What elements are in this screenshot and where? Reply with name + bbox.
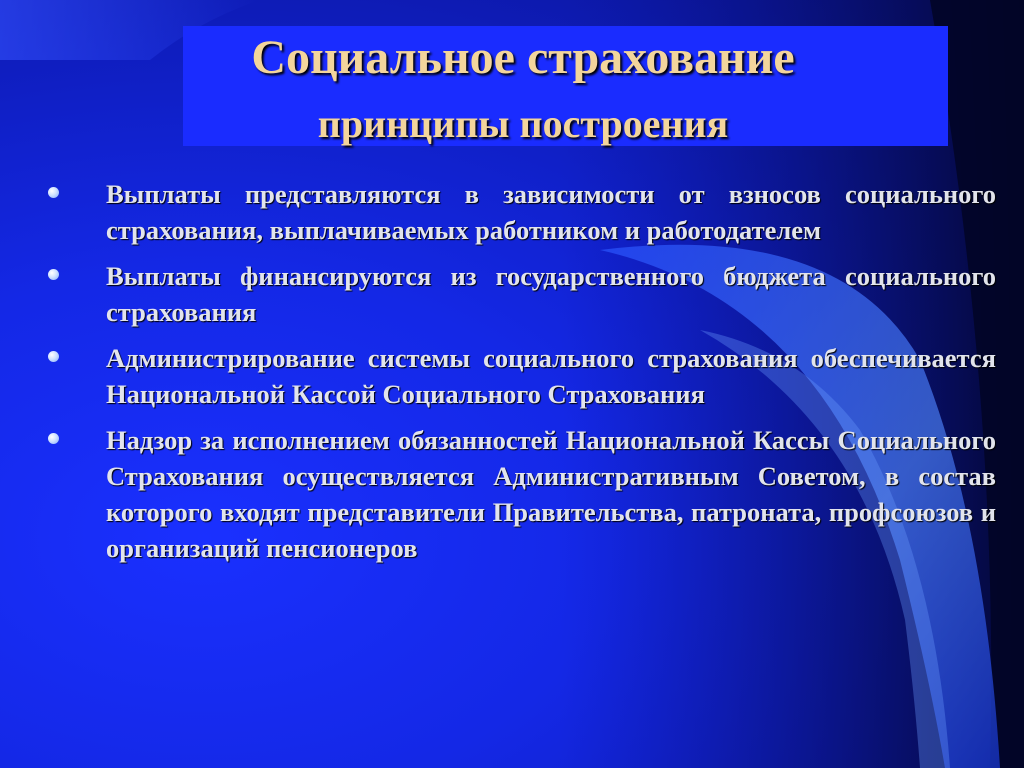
bullet-text: Выплаты представляются в зависимости от взносов социального страхования, выплачиваемых работником и работодателем xyxy=(106,179,996,245)
bullet-item xyxy=(44,340,996,412)
bullet-item xyxy=(44,258,996,330)
slide-title: Социальное страхование xyxy=(251,31,795,84)
bullet-icon xyxy=(48,269,59,280)
bullet-list xyxy=(44,176,996,576)
bullet-text: Администрирование системы социального страхования обеспечивается Национальной Кассой Социального Страхования xyxy=(106,343,996,409)
slide-subtitle: принципы построения xyxy=(317,101,729,146)
bullet-text: Выплаты финансируются из государственного бюджета социального страхования xyxy=(106,261,996,327)
bullet-icon xyxy=(48,433,59,444)
bullet-icon xyxy=(48,351,59,362)
bullet-text: Надзор за исполнением обязанностей Национальной Кассы Социального Страхования осуществляется Административным Советом, в состав которого входят представители Правительства, патроната, профсоюзов и организаций пенсионеров xyxy=(106,425,996,563)
bullet-icon xyxy=(48,187,59,198)
bullet-item xyxy=(44,422,996,566)
bullet-item xyxy=(44,176,996,248)
